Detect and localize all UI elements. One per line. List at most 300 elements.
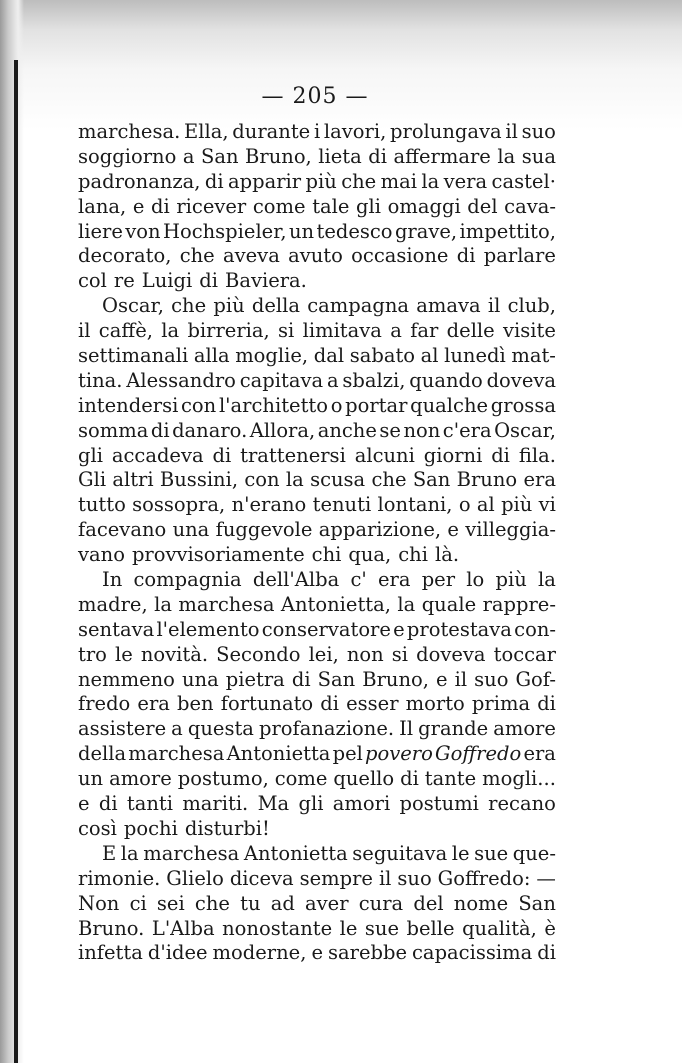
word: assistere	[78, 717, 167, 741]
word: delle	[446, 319, 495, 343]
word: Bruno,	[245, 144, 312, 168]
word: recano	[488, 792, 556, 816]
word: occasione	[351, 244, 449, 268]
word: lavori,	[323, 120, 387, 143]
word: la	[397, 592, 416, 616]
word: esser	[346, 692, 399, 716]
word: i	[313, 120, 321, 143]
word: non	[403, 418, 441, 442]
word: l'elemento	[156, 617, 260, 641]
word: amore	[109, 767, 172, 791]
word: la	[285, 468, 304, 492]
word: il	[78, 319, 91, 343]
word: sua	[521, 144, 556, 168]
word: provvisoriamente	[131, 543, 305, 567]
word: marchesa	[143, 841, 240, 865]
word: Hochspieler,	[162, 219, 287, 243]
word: morto	[405, 692, 465, 716]
word: a	[182, 144, 195, 168]
word: qua,	[348, 543, 392, 567]
word: a	[171, 717, 183, 741]
page-edge-line	[14, 60, 18, 1063]
word: infetta	[78, 941, 143, 965]
word: povero	[365, 742, 433, 766]
book-spine-shadow	[0, 0, 24, 1063]
word: fortunato	[220, 692, 314, 716]
word: Glielo	[166, 866, 224, 890]
word: ci	[129, 891, 147, 915]
word: lunedì	[444, 344, 506, 368]
word: e	[132, 194, 145, 218]
word: sue	[474, 841, 509, 865]
text-line	[78, 444, 556, 469]
word: padronanza,	[78, 169, 201, 193]
word: qualche	[410, 393, 489, 417]
word: della	[78, 742, 127, 766]
text-line	[78, 344, 556, 369]
word: capitava	[239, 368, 324, 392]
word: col	[78, 269, 107, 293]
word: tro	[78, 642, 107, 666]
text-line	[78, 269, 556, 294]
word: marchesa	[178, 592, 275, 616]
text-line	[78, 618, 556, 643]
word: una	[172, 518, 210, 542]
word: Antonietta	[243, 841, 348, 865]
word: mat-	[511, 344, 556, 368]
word: un	[288, 219, 315, 243]
word: come	[274, 767, 328, 791]
word: cava-	[504, 194, 556, 218]
word: protestava	[406, 617, 512, 641]
text-line	[78, 244, 556, 269]
word: nonostante	[222, 916, 333, 940]
word: castel·	[491, 169, 556, 193]
text-line	[78, 817, 556, 842]
word: Antonietta	[226, 742, 331, 766]
word: sabato	[349, 344, 416, 368]
text-line	[78, 717, 556, 742]
word: di	[98, 792, 118, 816]
word: ricever	[176, 194, 247, 218]
word: di	[204, 169, 224, 193]
word: e	[311, 941, 323, 965]
word: dell'Alba	[252, 568, 340, 592]
word: l'architetto	[218, 393, 328, 417]
word: della	[251, 294, 301, 318]
word: In	[102, 568, 123, 592]
word: e	[447, 518, 459, 542]
word: doveva	[486, 368, 556, 392]
text-line	[78, 917, 556, 942]
word: era	[137, 692, 170, 716]
word: lontani,	[377, 493, 453, 517]
word: Luigi	[141, 269, 193, 293]
word: Bruno	[456, 468, 518, 492]
word: questa	[187, 717, 254, 741]
word: sei	[156, 891, 185, 915]
word: liere	[78, 219, 123, 243]
word: di	[291, 667, 311, 691]
word: era	[523, 468, 556, 492]
word: caffè,	[98, 319, 153, 343]
word: disturbi!	[184, 816, 270, 840]
word: gli	[298, 792, 324, 816]
word: omaggi	[387, 194, 461, 218]
word: lana,	[78, 194, 127, 218]
word: di	[456, 244, 476, 268]
word: affermare	[393, 144, 491, 168]
text-line	[78, 120, 556, 145]
word: che	[171, 294, 207, 318]
text-line	[78, 419, 556, 444]
text-line	[78, 319, 556, 344]
word: lieta	[318, 144, 362, 168]
word: Ella,	[184, 120, 229, 143]
word: e	[393, 617, 405, 641]
word: tale	[312, 194, 350, 218]
word: che	[371, 468, 407, 492]
word: al	[476, 493, 495, 517]
text-line	[78, 767, 556, 792]
text-line	[78, 742, 556, 767]
word: prima	[471, 692, 531, 716]
word: che	[179, 244, 215, 268]
word: più	[305, 169, 337, 193]
word: è	[544, 916, 556, 940]
word: un	[78, 767, 104, 791]
word: moderne,	[212, 941, 307, 965]
text-line	[78, 220, 556, 245]
word: Gof-	[515, 667, 556, 691]
word: le	[451, 841, 470, 865]
word: sentava	[78, 617, 155, 641]
word: si	[391, 642, 409, 666]
text-line	[78, 468, 556, 493]
word: se	[379, 418, 401, 442]
word: suo	[474, 667, 509, 691]
word: Bruno.	[78, 916, 145, 940]
word: pel	[332, 742, 363, 766]
word: L'Alba	[151, 916, 215, 940]
text-line	[78, 145, 556, 170]
word: più	[213, 294, 245, 318]
word: altri	[112, 468, 154, 492]
word: rappre-	[482, 592, 556, 616]
word: o	[330, 393, 343, 417]
word: Baviera.	[224, 269, 307, 293]
word: dal	[313, 344, 345, 368]
word: di	[537, 692, 556, 716]
word: di	[212, 443, 232, 467]
word: marchesa.	[78, 120, 181, 143]
word: madre,	[78, 592, 148, 616]
word: avuto	[288, 244, 343, 268]
word: Oscar,	[494, 418, 556, 442]
word: Goffredo	[435, 742, 522, 766]
word: Non	[78, 891, 120, 915]
word: doveva	[416, 642, 486, 666]
word: visite	[503, 319, 556, 343]
word: del	[413, 891, 444, 915]
word: somma	[78, 418, 149, 442]
word: limitava	[302, 319, 382, 343]
word: parlare	[483, 244, 556, 268]
word: trattenersi	[240, 443, 346, 467]
word: per	[421, 568, 456, 592]
word: birreria,	[187, 319, 270, 343]
word: —	[536, 866, 556, 890]
word: club,	[507, 294, 556, 318]
text-line	[78, 170, 556, 195]
word: di	[368, 144, 388, 168]
word: impettito,	[459, 219, 556, 243]
word: vano	[78, 543, 125, 567]
word: gli	[78, 443, 103, 467]
word: al	[420, 344, 439, 368]
word: vi	[538, 493, 556, 517]
word: rimonie.	[78, 866, 161, 890]
word: quando	[409, 368, 483, 392]
word: il	[454, 667, 468, 691]
word: il	[378, 866, 392, 890]
word: o	[458, 493, 471, 517]
word: fuggevole	[215, 518, 313, 542]
text-line	[78, 294, 556, 319]
word: la	[120, 841, 139, 865]
word: grave,	[394, 219, 458, 243]
word: così	[78, 816, 117, 840]
word: era	[377, 568, 411, 592]
word: là.	[434, 543, 460, 567]
word: chi	[398, 543, 428, 567]
page-number: — 205 —	[261, 84, 369, 109]
word: ad	[270, 891, 295, 915]
text-line	[78, 892, 556, 917]
word: intendersi	[78, 393, 179, 417]
word: San	[317, 667, 356, 691]
word: postumi	[399, 792, 479, 816]
word: vera	[443, 169, 488, 193]
word: sossopra,	[132, 493, 226, 517]
word: era	[523, 742, 556, 766]
word: non	[346, 642, 384, 666]
word: Antonietta,	[280, 592, 391, 616]
word: amori	[332, 792, 391, 816]
word: Secondo	[216, 642, 301, 666]
word: di	[199, 269, 218, 293]
word: di	[320, 692, 340, 716]
word: e	[436, 667, 448, 691]
word: a	[326, 368, 339, 392]
word: amava	[416, 294, 481, 318]
word: durante	[232, 120, 311, 143]
word: settimanali	[78, 344, 189, 368]
word: di	[400, 767, 419, 791]
word: apparizione,	[318, 518, 442, 542]
word: mai	[380, 169, 417, 193]
text-line	[78, 941, 556, 966]
word: la	[497, 144, 516, 168]
word: giorni	[423, 443, 483, 467]
word: Alessandro	[126, 368, 236, 392]
word: tante	[424, 767, 477, 791]
word: con	[244, 468, 280, 492]
word: di	[151, 194, 170, 218]
word: le	[114, 642, 133, 666]
word: San	[518, 891, 556, 915]
text-line	[78, 369, 556, 394]
word: portar	[345, 393, 408, 417]
word: che	[194, 891, 230, 915]
word: alcuni	[354, 443, 415, 467]
word: gli	[356, 194, 382, 218]
text-line	[78, 493, 556, 518]
word: campagna	[307, 294, 410, 318]
word: e	[78, 792, 90, 816]
word: la	[421, 169, 440, 193]
word: la	[154, 592, 172, 616]
text-line	[78, 668, 556, 693]
word: profanazione.	[258, 717, 395, 741]
text-line	[78, 518, 556, 543]
word: marchesa	[128, 742, 225, 766]
word: Oscar,	[102, 294, 164, 318]
word: seguitava	[352, 841, 448, 865]
word: villeggia-	[465, 518, 556, 542]
word: nemmeno	[78, 667, 175, 691]
word: tutto	[78, 493, 126, 517]
word: le	[339, 916, 358, 940]
word: von	[125, 219, 161, 243]
word: Bruno,	[362, 667, 429, 691]
word: San	[200, 144, 239, 168]
word: cura	[358, 891, 404, 915]
word: Allora,	[249, 418, 316, 442]
word: con	[181, 393, 217, 417]
text-line	[78, 394, 556, 419]
word: più	[495, 568, 527, 592]
word: chi	[311, 543, 342, 567]
word: anche	[317, 418, 377, 442]
text-line	[78, 842, 556, 867]
word: San	[412, 468, 451, 492]
word: mogli...	[482, 767, 556, 791]
word: suo	[397, 866, 432, 890]
word: conservatore	[261, 617, 391, 641]
word: a	[390, 319, 402, 343]
word: più	[501, 493, 533, 517]
word: Il	[399, 717, 414, 741]
word: facevano	[78, 518, 167, 542]
text-line	[78, 643, 556, 668]
word: aver	[305, 891, 349, 915]
word: del	[467, 194, 498, 218]
word: il	[487, 294, 501, 318]
word: sarebbe	[328, 941, 407, 965]
word: fila.	[518, 443, 556, 467]
word: scusa	[310, 468, 366, 492]
text-line	[78, 867, 556, 892]
text-line	[78, 593, 556, 618]
word: ben	[177, 692, 214, 716]
word: tina.	[78, 368, 123, 392]
word: grossa	[490, 393, 556, 417]
word: Ma	[257, 792, 290, 816]
word: toccar	[493, 642, 556, 666]
word: una	[181, 667, 219, 691]
word: Bussini,	[159, 468, 239, 492]
word: si	[278, 319, 295, 343]
word: prolungava	[390, 120, 502, 143]
word: postumo,	[177, 767, 269, 791]
word: capacissima	[412, 941, 533, 965]
word: soggiorno	[78, 144, 177, 168]
word: belle	[406, 916, 455, 940]
body-text	[78, 120, 556, 966]
word: con-	[514, 617, 556, 641]
word: diceva	[229, 866, 294, 890]
text-line	[78, 195, 556, 220]
word: novità.	[140, 642, 209, 666]
text-line	[78, 543, 556, 568]
word: amore	[493, 717, 556, 741]
word: la	[538, 568, 556, 592]
word: pietra	[225, 667, 285, 691]
word: apparir	[228, 169, 302, 193]
word: d'idee	[147, 941, 208, 965]
word: alla	[193, 344, 230, 368]
word: nome	[453, 891, 509, 915]
word: que-	[512, 841, 556, 865]
word: E	[102, 841, 117, 865]
text-line	[78, 568, 556, 593]
word: lo	[466, 568, 485, 592]
word: c'era	[442, 418, 492, 442]
word: di	[150, 418, 170, 442]
word: di	[537, 941, 556, 965]
word: suo	[521, 120, 556, 143]
word: tanti	[126, 792, 173, 816]
word: far	[410, 319, 439, 343]
word: fredo	[78, 692, 131, 716]
word: re	[113, 269, 135, 293]
word: di	[491, 443, 510, 467]
word: tenuti	[312, 493, 372, 517]
word: lei,	[308, 642, 339, 666]
word: grande	[418, 717, 489, 741]
word: mariti.	[182, 792, 249, 816]
word: sue	[364, 916, 400, 940]
word: sempre	[299, 866, 373, 890]
word: n'erano	[231, 493, 307, 517]
text-line	[78, 792, 556, 817]
word: tedesco	[316, 219, 393, 243]
word: danaro.	[172, 418, 248, 442]
word: il	[505, 120, 518, 143]
word: la	[161, 319, 180, 343]
word: qualità,	[462, 916, 537, 940]
word: moglie,	[235, 344, 309, 368]
word: come	[252, 194, 306, 218]
word: accadeva	[111, 443, 204, 467]
word: Gli	[78, 468, 107, 492]
word: pochi	[123, 816, 178, 840]
word: sbalzi,	[342, 368, 406, 392]
word: aveva	[223, 244, 280, 268]
word: decorato,	[78, 244, 172, 268]
word: compagnia	[133, 568, 242, 592]
